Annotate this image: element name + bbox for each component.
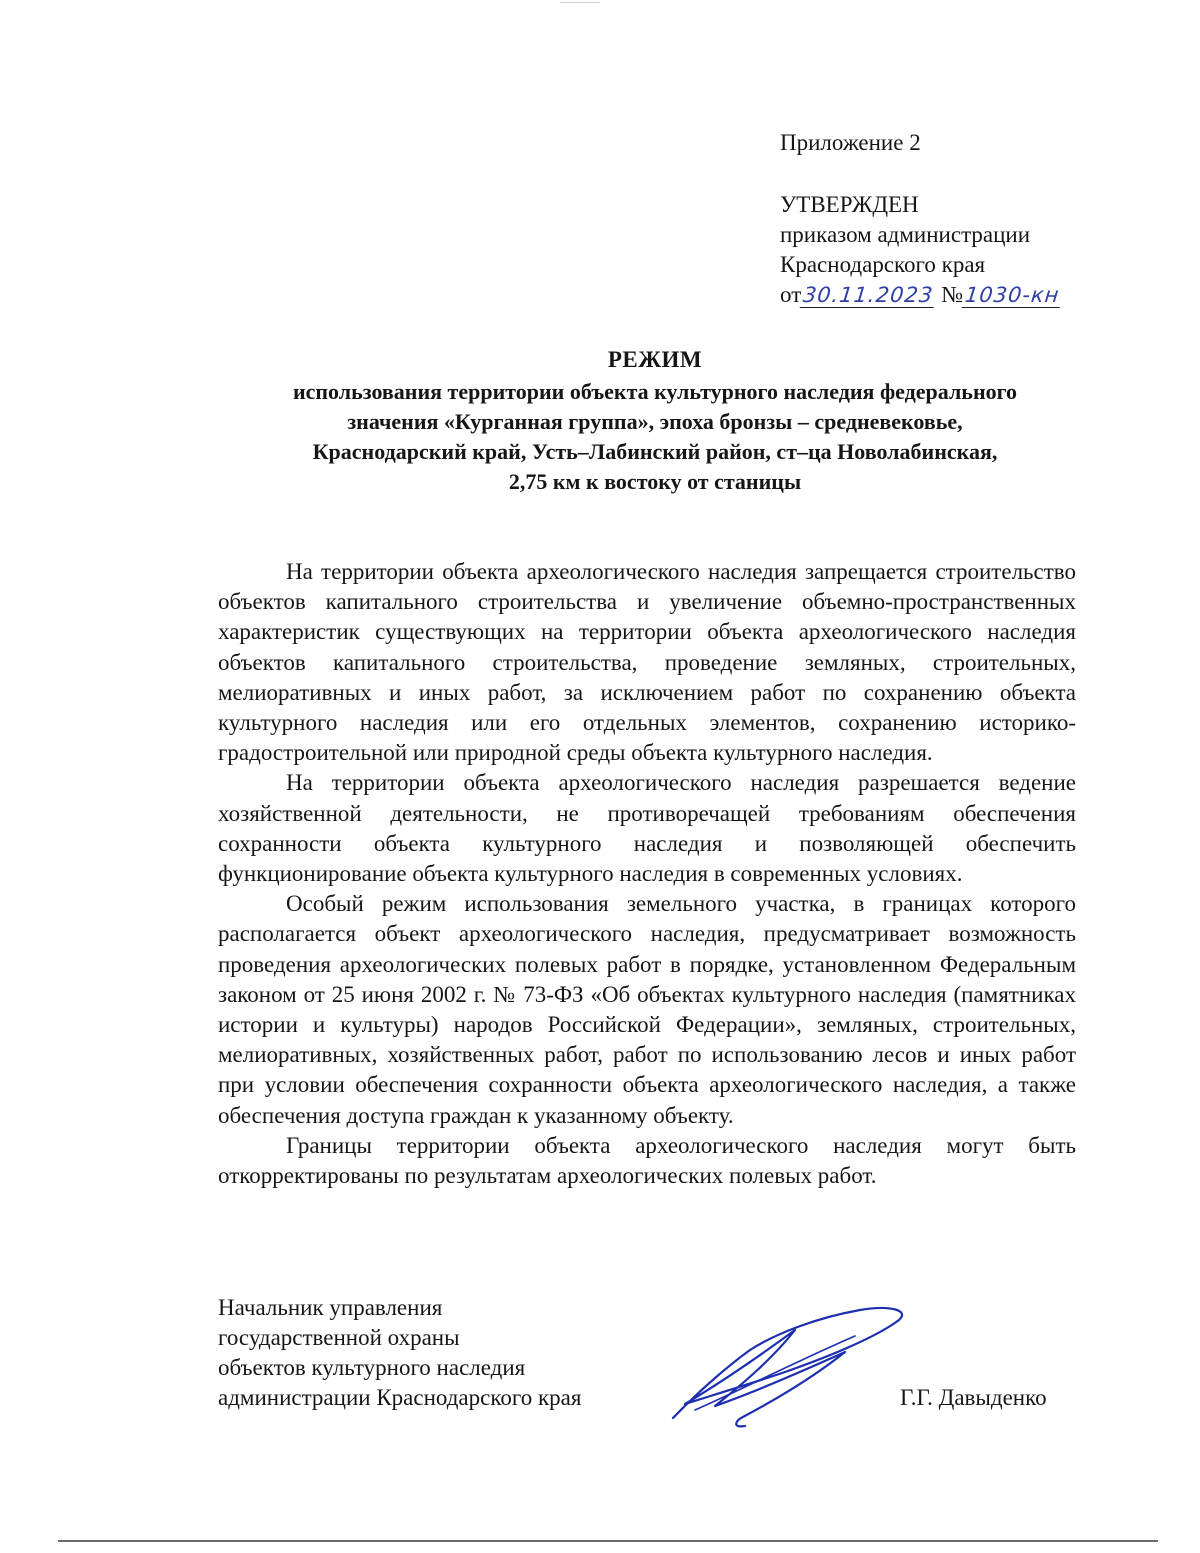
approved-by-order: приказом администрации <box>780 222 1031 247</box>
document-title <box>205 345 1105 497</box>
approved-label: УТВЕРЖДЕН <box>780 192 919 217</box>
order-number-handwritten: 1030-кн <box>962 283 1063 308</box>
title-line-3: Краснодарский край, Усть–Лабинский район, ст–ца Новолабинская, <box>312 439 998 464</box>
position-line-3: объектов культурного наследия <box>218 1355 526 1380</box>
handwritten-signature <box>655 1300 915 1435</box>
position-line-1: Начальник управления <box>218 1295 443 1320</box>
paragraph-prohibitions: На территории объекта археологического наследия запрещается строительство объектов капитального строительства и увеличение объемно-пространственных характеристик существующих на территории объекта археологического наследия объектов капитального строительства, проведение земляных, строительных, мелиоративных и иных работ, за исключением работ по сохранению объекта культурного наследия или его отдельных элементов, сохранению историко-градостроительной или природной среды объекта культурного наследия. <box>218 559 1076 766</box>
position-line-4: администрации Краснодарского края <box>218 1385 582 1410</box>
paragraph-special-regime: Особый режим использования земельного участка, в границах которого располагается объект археологического наследия, предусматривает возможность проведения археологических полевых работ в порядке, установленном Федеральным законом от 25 июня 2002 г. № 73-ФЗ «Об объектах культурного наследия (памятниках истории и культуры) народов Российской Федерации», земляных, строительных, мелиоративных, хозяйственных работ, работ по использованию лесов и иных работ при условии обеспечения сохранности объекта археологического наследия, а также обеспечения доступа граждан к указанному объекту. <box>218 891 1076 1128</box>
scan-edge-mark <box>560 2 600 3</box>
title-line-4: 2,75 км к востоку от станицы <box>508 469 802 494</box>
paragraph-boundaries: Границы территории объекта археологического наследия могут быть откорректированы по результатам археологических полевых работ. <box>218 1132 1076 1189</box>
annex-label: Приложение 2 <box>780 130 921 155</box>
number-prefix: № <box>941 282 964 307</box>
title-line-2: значения «Курганная группа», эпоха бронзы – средневековье, <box>347 409 963 434</box>
date-prefix: от <box>780 282 802 307</box>
position-line-2: государственной охраны <box>218 1325 460 1350</box>
document-body <box>218 557 1076 1191</box>
signatory-position <box>218 1293 581 1413</box>
signatory-name: Г.Г. Давыденко <box>900 1385 1047 1410</box>
title-line-1: использования территории объекта культурного наследия федерального <box>292 379 1018 404</box>
title-main: РЕЖИМ <box>607 347 703 372</box>
order-date-line <box>780 280 1140 310</box>
approved-region: Краснодарского края <box>780 252 986 277</box>
approval-stamp-block <box>780 128 1140 310</box>
order-date-handwritten: 30.11.2023 <box>800 283 937 308</box>
scan-bottom-edge <box>58 1540 1158 1542</box>
paragraph-permitted-activity: На территории объекта археологического наследия разрешается ведение хозяйственной деятельности, не противоречащей требованиям обеспечения сохранности объекта культурного наследия и позволяющей обеспечить функционирование объекта культурного наследия в современных условиях. <box>218 770 1076 887</box>
